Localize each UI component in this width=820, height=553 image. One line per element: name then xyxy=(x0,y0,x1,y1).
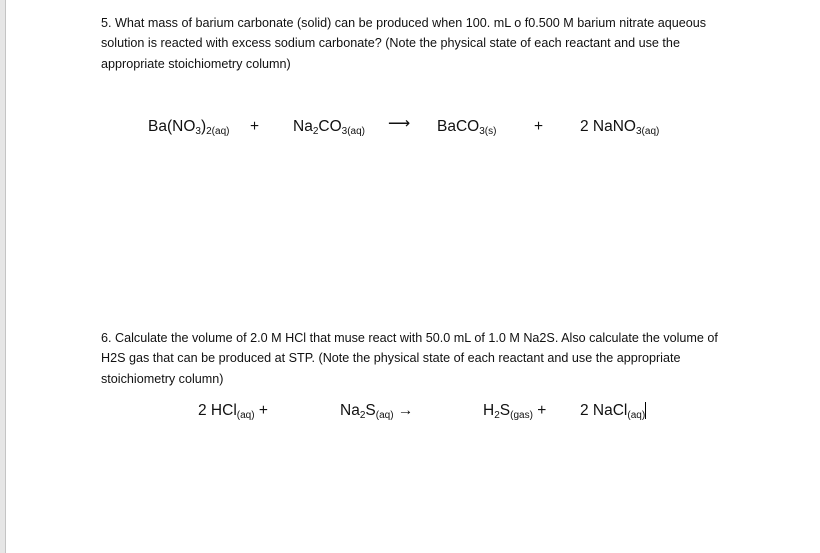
formula-text: H xyxy=(483,402,495,419)
q6-product-sodium-chloride-formula xyxy=(580,402,645,419)
q5-product-barium-carbonate xyxy=(437,118,496,137)
formula-text: 2 NaNO xyxy=(580,118,636,135)
formula-text: Na xyxy=(293,118,313,135)
page-margin-ruler xyxy=(0,0,6,553)
formula-subscript: 2 xyxy=(494,410,500,421)
formula-subscript: 2 xyxy=(312,126,319,137)
formula-text: ) xyxy=(200,118,207,135)
formula-subscript: 2(aq) xyxy=(206,126,230,137)
formula-text: → xyxy=(393,402,414,419)
formula-subscript: 2 xyxy=(359,410,366,421)
text-cursor xyxy=(645,402,646,419)
formula-text: S xyxy=(499,402,511,419)
formula-subscript: 3(s) xyxy=(479,126,497,137)
formula-text: + xyxy=(532,402,547,419)
formula-text: BaCO xyxy=(437,118,480,135)
formula-text: + xyxy=(254,402,268,419)
formula-subscript: (aq) xyxy=(627,410,646,421)
formula-text: CO xyxy=(318,118,342,135)
formula-text: Na xyxy=(340,402,360,419)
q5-reactant-sodium-carbonate xyxy=(293,118,365,137)
formula-subscript: 3 xyxy=(195,126,201,137)
q5-product-sodium-nitrate xyxy=(580,118,659,137)
formula-subscript: (aq) xyxy=(375,410,394,421)
q5-plus-sign: + xyxy=(250,118,260,135)
q6-reactant-sodium-sulfide xyxy=(340,402,413,421)
q6-product-sodium-chloride[interactable] xyxy=(580,402,646,421)
formula-text: S xyxy=(365,402,376,419)
q5-reactant-barium-nitrate xyxy=(148,118,229,137)
formula-subscript: 3(aq) xyxy=(636,126,660,137)
formula-subscript: (gas) xyxy=(510,410,533,421)
q6-reactant-hcl xyxy=(198,402,268,421)
reaction-arrow-icon: ⟶ xyxy=(388,115,411,132)
formula-subscript: 3(aq) xyxy=(341,126,365,137)
formula-text: 2 HCl xyxy=(198,402,237,419)
q6-product-hydrogen-sulfide xyxy=(483,402,546,421)
formula-text: Ba(NO xyxy=(148,118,196,135)
question-6-text: 6. Calculate the volume of 2.0 M HCl that muse react with 50.0 mL of 1.0 M Na2S. Also calculate the volume of H2S gas that can be produced at STP. (Note the physical state of each reactant and use the appropriate stoichiometry column) xyxy=(101,331,718,386)
formula-text: 2 NaCl xyxy=(580,402,628,419)
q5-plus-sign-2: + xyxy=(534,118,544,135)
formula-subscript: (aq) xyxy=(236,410,255,421)
question-5-text: 5. What mass of barium carbonate (solid) can be produced when 100. mL o f0.500 M barium nitrate aqueous solution is reacted with excess sodium carbonate? (Note the physical state of each reactant and use the appropriate stoichiometry column) xyxy=(101,16,707,71)
